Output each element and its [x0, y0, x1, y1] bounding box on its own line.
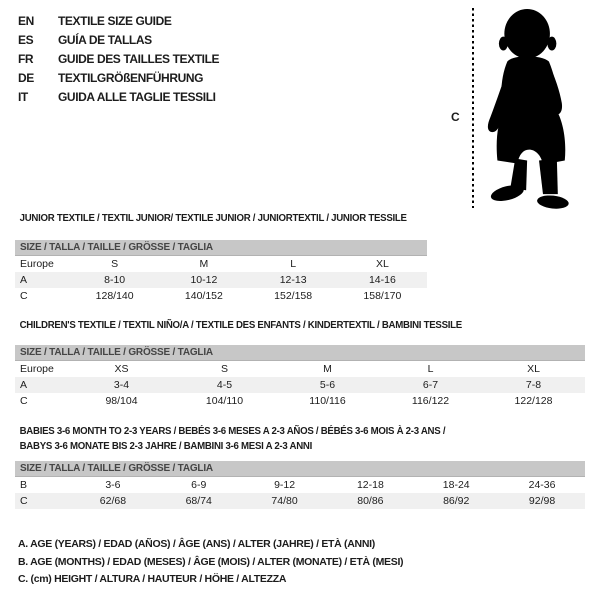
language-code: IT	[18, 90, 28, 104]
legend-line: A. AGE (YEARS) / EDAD (AÑOS) / ÂGE (ANS) / ALTER (JAHRE) / ETÀ (ANNI)	[18, 538, 375, 550]
language-code: ES	[18, 33, 34, 47]
language-row	[18, 50, 219, 69]
language-code: DE	[18, 71, 34, 85]
table-cell: 116/122	[411, 395, 450, 407]
row-label: C	[20, 290, 28, 302]
table-cell: 4-5	[216, 379, 233, 391]
table-cell: 7-8	[525, 379, 542, 391]
table-cell: 68/74	[185, 495, 212, 507]
table-cell: S	[220, 363, 228, 375]
size-table-header: SIZE / TALLA / TAILLE / GRÖSSE / TAGLIA	[15, 345, 585, 361]
section-title: BABYS 3-6 MONATE BIS 2-3 JAHRE / BAMBINI 3-6 MESI A 2-3 ANNI	[19, 440, 313, 452]
language-title: TEXTILE SIZE GUIDE	[58, 14, 172, 28]
legend-line: B. AGE (MONTHS) / EDAD (MESES) / ÂGE (MOIS) / ALTER (MONATE) / ETÀ (MESI)	[18, 555, 404, 568]
table-row	[15, 361, 585, 377]
language-code: FR	[18, 52, 34, 66]
size-table-header: SIZE / TALLA / TAILLE / GRÖSSE / TAGLIA	[15, 240, 427, 256]
section-title: CHILDREN'S TEXTILE / TEXTIL NIÑO/A / TEXTILE DES ENFANTS / KINDERTEXTIL / BAMBINI TESSILE	[19, 319, 462, 331]
table-cell: XL	[527, 363, 540, 375]
section-title: BABIES 3-6 MONTH TO 2-3 YEARS / BEBÉS 3-6 MESES A 2-3 AÑOS / BÉBÉS 3-6 MOIS À 2-3 ANS /	[19, 425, 446, 437]
row-label: Europe	[20, 258, 54, 270]
table-cell: M	[323, 363, 332, 375]
table-cell: 3-4	[113, 379, 130, 391]
table-cell: 140/152	[184, 290, 223, 302]
row-label: A	[20, 274, 28, 286]
table-cell: 3-6	[105, 479, 121, 491]
language-title: GUÍA DE TALLAS	[58, 33, 152, 47]
table-cell: 8-10	[104, 274, 126, 286]
table-cell: 152/158	[274, 290, 313, 302]
language-title: GUIDA ALLE TAGLIE TESSILI	[58, 90, 216, 104]
table-cell: 12-13	[279, 274, 307, 286]
table-cell: 6-9	[191, 479, 207, 491]
table-cell: 74/80	[271, 495, 298, 507]
row-label: Europe	[20, 363, 54, 375]
language-guide-list	[18, 12, 219, 107]
language-code: EN	[18, 14, 34, 28]
row-label: A	[20, 379, 28, 391]
table-cell: 14-16	[368, 274, 396, 286]
legend-line: C. (cm) HEIGHT / ALTURA / HAUTEUR / HÖHE / ALTEZZA	[18, 573, 287, 585]
row-label: B	[20, 479, 28, 491]
table-row	[15, 493, 585, 509]
table-cell: 122/128	[514, 395, 553, 407]
section-junior-textile	[15, 211, 427, 304]
table-cell: S	[111, 258, 119, 270]
table-row	[15, 393, 585, 409]
table-row	[15, 272, 427, 288]
table-row	[15, 256, 427, 272]
table-cell: 62/68	[99, 495, 127, 507]
table-cell: XS	[114, 363, 129, 375]
measurement-legend	[18, 536, 403, 589]
table-cell: 24-36	[528, 479, 556, 491]
height-measure-dashed-line	[472, 8, 474, 208]
table-cell: 5-6	[319, 379, 336, 391]
size-table	[15, 345, 585, 409]
table-cell: 104/110	[205, 395, 244, 407]
size-table	[15, 461, 585, 509]
row-label: C	[20, 495, 28, 507]
row-label: C	[20, 395, 28, 407]
table-cell: 12-18	[356, 479, 384, 491]
language-row	[18, 12, 219, 31]
language-title: GUIDE DES TAILLES TEXTILE	[58, 52, 220, 66]
figure-measure-label: C	[451, 110, 460, 124]
table-cell: L	[290, 258, 297, 270]
language-row	[18, 69, 219, 88]
table-cell: 86/92	[443, 495, 470, 507]
table-cell: 18-24	[442, 479, 470, 491]
size-table-header: SIZE / TALLA / TAILLE / GRÖSSE / TAGLIA	[15, 461, 585, 477]
table-cell: L	[427, 363, 434, 375]
table-cell: XL	[375, 258, 389, 270]
section-children-textile	[15, 318, 585, 409]
language-title: TEXTILGRÖßENFÜHRUNG	[58, 71, 204, 85]
section-babies-textile	[15, 424, 585, 509]
section-title: JUNIOR TEXTILE / TEXTIL JUNIOR/ TEXTILE JUNIOR / JUNIORTEXTIL / JUNIOR TESSILE	[19, 212, 407, 224]
baby-silhouette-icon	[483, 4, 598, 210]
language-row	[18, 88, 219, 107]
table-cell: 6-7	[422, 379, 439, 391]
table-cell: 92/98	[528, 495, 556, 507]
size-table	[15, 240, 427, 304]
table-cell: 10-12	[190, 274, 218, 286]
table-cell: M	[199, 258, 209, 270]
table-cell: 128/140	[95, 290, 134, 302]
table-cell: 80/86	[357, 495, 384, 507]
table-cell: 110/116	[309, 395, 346, 407]
table-row	[15, 377, 585, 393]
table-cell: 9-12	[274, 479, 296, 491]
table-row	[15, 477, 585, 493]
table-row	[15, 288, 427, 304]
table-cell: 98/104	[105, 395, 138, 407]
table-cell: 158/170	[363, 290, 402, 302]
language-row	[18, 31, 219, 50]
